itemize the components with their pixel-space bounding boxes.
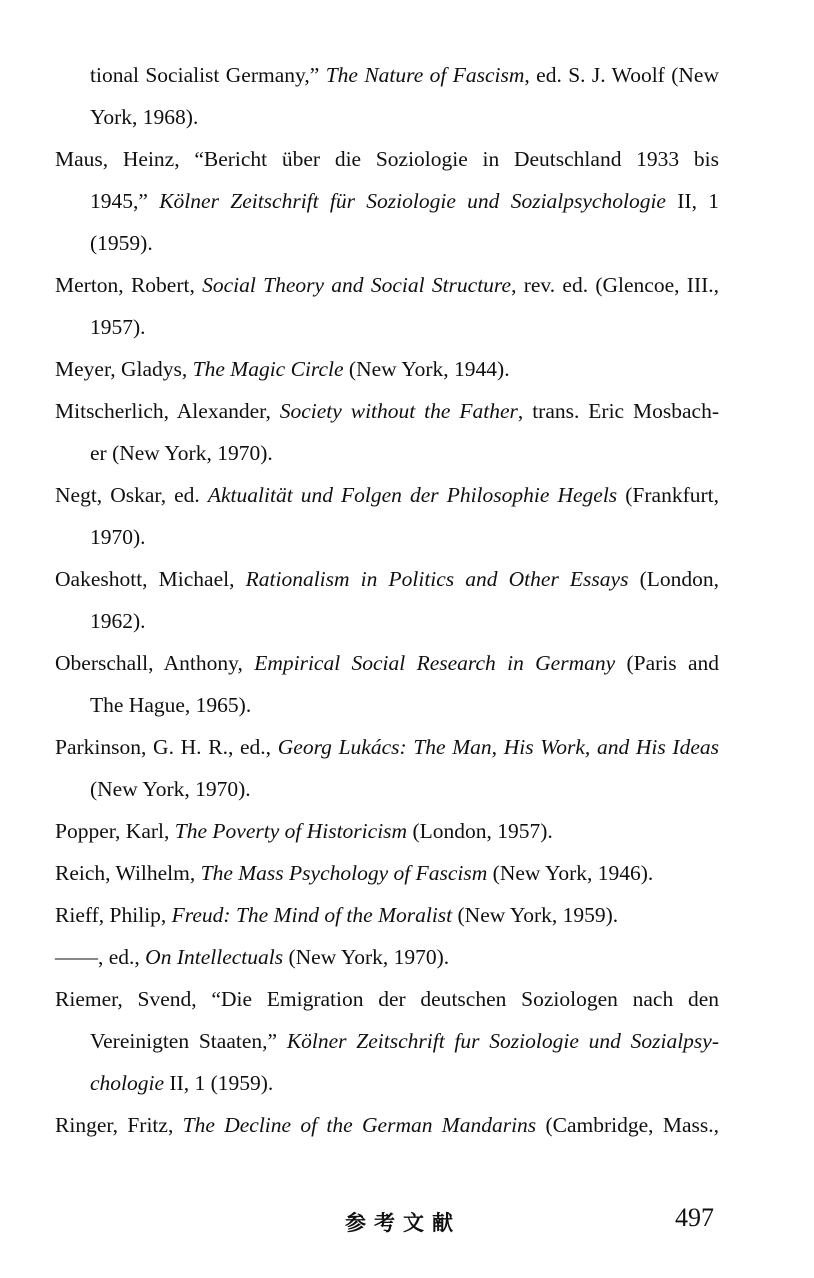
entry-line bbox=[55, 432, 719, 474]
text-segment: ——, ed., bbox=[55, 945, 146, 969]
text-segment: tional Socialist Germany,” bbox=[90, 63, 326, 87]
bibliography-list bbox=[55, 54, 719, 1146]
text-segment: (Cambridge, Mass., bbox=[536, 1113, 720, 1137]
entry-line bbox=[55, 852, 719, 894]
title-segment: Kölner Zeitschrift für Soziologie und Sozialpsychologie bbox=[159, 189, 666, 213]
bibliography-entry bbox=[55, 390, 719, 474]
text-segment: Popper, Karl, bbox=[55, 819, 175, 843]
text-segment: er (New York, 1970). bbox=[90, 441, 273, 465]
text-segment: Maus, Heinz, “Bericht über die Soziologie in Deutschland 1933 bis bbox=[55, 147, 719, 171]
entry-line bbox=[55, 180, 719, 222]
entry-line bbox=[55, 516, 719, 558]
title-segment: Freud: The Mind of the Moralist bbox=[171, 903, 453, 927]
text-segment: (London, 1957). bbox=[407, 819, 553, 843]
text-segment: Vereinigten Staaten,” bbox=[90, 1029, 287, 1053]
text-segment: (1959). bbox=[90, 231, 153, 255]
text-segment: The Hague, 1965). bbox=[90, 693, 252, 717]
bibliography-entry bbox=[55, 264, 719, 348]
entry-line bbox=[55, 222, 719, 264]
bibliography-entry bbox=[55, 474, 719, 558]
text-segment: Negt, Oskar, ed. bbox=[55, 483, 208, 507]
entry-line bbox=[55, 642, 719, 684]
title-segment: The Magic Circle bbox=[192, 357, 344, 381]
entry-line bbox=[55, 96, 719, 138]
bibliography-entry bbox=[55, 894, 719, 936]
entry-line bbox=[55, 306, 719, 348]
bibliography-entry bbox=[55, 852, 719, 894]
bibliography-entry bbox=[55, 138, 719, 264]
entry-line bbox=[55, 894, 719, 936]
bibliography-entry bbox=[55, 348, 719, 390]
entry-line bbox=[55, 810, 719, 852]
text-segment: (New York, 1970). bbox=[283, 945, 450, 969]
entry-line bbox=[55, 474, 719, 516]
entry-line bbox=[55, 1062, 719, 1104]
bibliography-entry bbox=[55, 726, 719, 810]
text-segment: Parkinson, G. H. R., ed., bbox=[55, 735, 278, 759]
title-segment: The Mass Psychology of Fascism bbox=[200, 861, 488, 885]
text-segment: (New York, 1959). bbox=[452, 903, 619, 927]
text-segment: II, 1 (1959). bbox=[164, 1071, 274, 1095]
entry-line bbox=[55, 54, 719, 96]
title-segment: Society without the Father bbox=[279, 399, 518, 423]
entry-line bbox=[55, 558, 719, 600]
text-segment: (Paris and bbox=[615, 651, 720, 675]
entry-line bbox=[55, 936, 719, 978]
text-segment: Oberschall, Anthony, bbox=[55, 651, 255, 675]
text-segment: (New York, 1944). bbox=[343, 357, 510, 381]
text-segment: 1962). bbox=[90, 609, 146, 633]
entry-line bbox=[55, 138, 719, 180]
bibliography-entry bbox=[55, 54, 719, 138]
title-segment: The Decline of the German Mandarins bbox=[182, 1113, 537, 1137]
text-segment: (New York, 1946). bbox=[487, 861, 654, 885]
title-segment: Georg Lukács: The Man, His Work, and His Ideas bbox=[277, 735, 719, 759]
text-segment: Reich, Wilhelm, bbox=[55, 861, 201, 885]
text-segment: , trans. Eric Mosbach- bbox=[517, 399, 719, 423]
entry-line bbox=[55, 1104, 719, 1146]
bibliography-entry bbox=[55, 642, 719, 726]
bibliography-entry bbox=[55, 1104, 719, 1146]
text-segment: 1970). bbox=[90, 525, 146, 549]
entry-line bbox=[55, 264, 719, 306]
text-segment: II, 1 bbox=[665, 189, 719, 213]
bibliography-entry bbox=[55, 558, 719, 642]
title-segment: chologie bbox=[90, 1071, 165, 1095]
text-segment: Rieff, Philip, bbox=[55, 903, 172, 927]
title-segment: On Intellectuals bbox=[145, 945, 284, 969]
text-segment: 1945,” bbox=[90, 189, 160, 213]
footer-page-number: 497 bbox=[675, 1203, 714, 1232]
entry-line bbox=[55, 768, 719, 810]
entry-line bbox=[55, 726, 719, 768]
footer-section-title: 参考文献 bbox=[345, 1211, 461, 1235]
entry-line bbox=[55, 1020, 719, 1062]
title-segment: The Poverty of Historicism bbox=[174, 819, 408, 843]
text-segment: Ringer, Fritz, bbox=[55, 1113, 183, 1137]
bibliography-entry bbox=[55, 810, 719, 852]
title-segment: Aktualität und Folgen der Philosophie Hegels bbox=[207, 483, 618, 507]
title-segment: Social Theory and Social Structure bbox=[202, 273, 512, 297]
text-segment: Meyer, Gladys, bbox=[55, 357, 193, 381]
entry-line bbox=[55, 600, 719, 642]
title-segment: Empirical Social Research in Germany bbox=[254, 651, 616, 675]
title-segment: Rationalism in Politics and Other Essays bbox=[245, 567, 629, 591]
text-segment: (New York, 1970). bbox=[90, 777, 251, 801]
text-segment: , ed. S. J. Woolf (New bbox=[524, 63, 719, 87]
text-segment: Riemer, Svend, “Die Emigration der deutschen Soziologen nach den bbox=[55, 987, 719, 1011]
text-segment: 1957). bbox=[90, 315, 146, 339]
entry-line bbox=[55, 684, 719, 726]
text-segment: (Frankfurt, bbox=[617, 483, 719, 507]
text-segment: , rev. ed. (Glencoe, III., bbox=[511, 273, 720, 297]
entry-line bbox=[55, 978, 719, 1020]
text-segment: (London, bbox=[628, 567, 719, 591]
text-segment: Oakeshott, Michael, bbox=[55, 567, 246, 591]
title-segment: The Nature of Fascism bbox=[325, 63, 525, 87]
entry-line bbox=[55, 348, 719, 390]
text-segment: Merton, Robert, bbox=[55, 273, 203, 297]
bibliography-entry bbox=[55, 936, 719, 978]
text-segment: York, 1968). bbox=[90, 105, 199, 129]
bibliography-entry bbox=[55, 978, 719, 1104]
entry-line bbox=[55, 390, 719, 432]
title-segment: Kölner Zeitschrift fur Soziologie und Sozialpsy- bbox=[286, 1029, 719, 1053]
text-segment: Mitscherlich, Alexander, bbox=[55, 399, 280, 423]
